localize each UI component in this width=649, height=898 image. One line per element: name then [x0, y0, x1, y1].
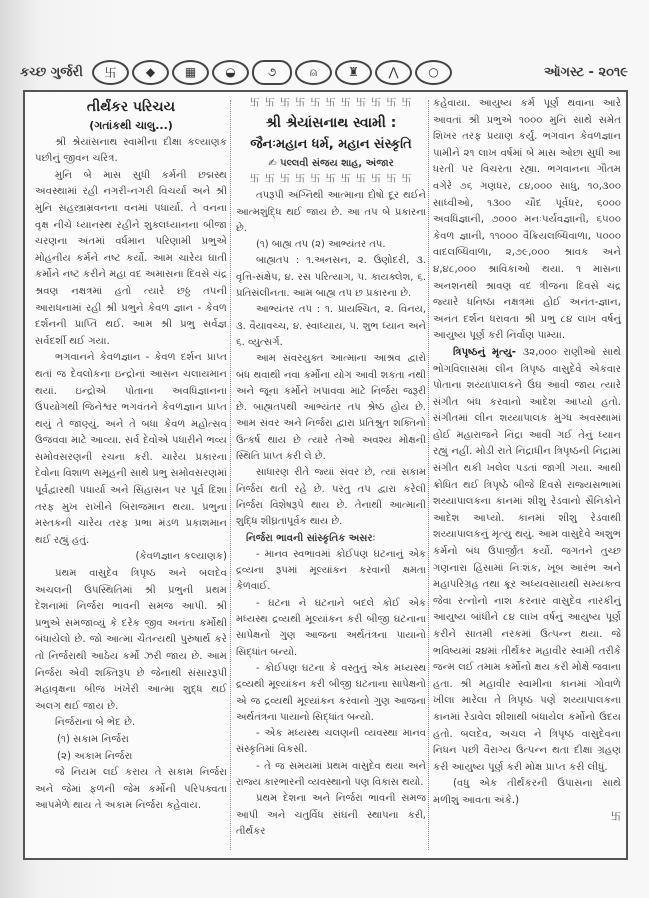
bullet-item: - એક મધ્યસ્થ ચલણની વ્યવસ્થા માનવ સંસ્કૃતિમાં વિકસી. [236, 728, 426, 756]
article-subtitle: જૈનઃમહાન ધર્મ, મહાન સંસ્કૃતિ [250, 137, 412, 152]
closing-note: (વધુ એક તીર્થંકરની ઉપાસના સાથે મળીશું આવતા અંકે.) [433, 778, 621, 806]
subheading: નિર્જરા ભાવની સાંસ્કૃતિક અસરઃ [246, 532, 376, 544]
list-item: (૧) સકામ નિર્જરા [57, 733, 129, 745]
bullet-item: - કોઈપણ ઘટના કે વસ્તુનું એક મધ્યસ્થ દ્રવ્યથી મૂલ્યાંકન કરી બીજી ઘટનાના સાપેક્ષનો એ જ દ્રવ્યથી મૂલ્યાંકન કરવાનો ગુણ આજના અર્થતંત્રના પાયાનો સિદ્ધાંત બન્યો. [236, 662, 426, 723]
bullet-item: - માનવ સ્વભાવમાં કોઈપણ ઘટનાનું એક દ્રવ્યના રૂપમાં મૂલ્યાંકન કરવાની ક્ષમતા કેળવાઈ. [236, 548, 426, 593]
paragraph: નિર્જરાના બે ભેદ છે. [55, 717, 136, 729]
article-title: શ્રી શ્રેયાંસનાથ સ્વામી : [265, 115, 397, 131]
column-divider [230, 100, 231, 850]
issue-date: ઑગસ્ટ - ૨૦૧૯ [544, 64, 628, 80]
paragraph: આભ્યંતર તપ : ૧. પ્રાયશ્ચિત, ૨. વિનય, ૩. વૈયાવચ્ચ, ૪. સ્વાધ્યાય, ૫. શુભ ધ્યાન અને ૬. વ્યુત્સર્ગ. [236, 304, 426, 348]
paragraph: મુનિ બે માસ સુધી કર્મની છદ્મસ્થ અવસ્થામાં રહી નગરી-નગરી વિચર્યા અને શ્રી મુનિ સહસ્ત્રામ્રવનના વનમાં પધાર્યા. તે વનના વૃક્ષ નીચે ધ્યાનસ્થ રહીને શુક્લધ્યાનના બીજા ચરણના અંતમાં વર્ધમાન પરિણામી પ્રભુએ મોહનીય કર્મને નષ્ટ કર્યો. આમ ચારેય ઘાતી કર્મોને નષ્ટ કરીને મહા વદ અમાસના દિવસે ચંદ્ર શ્રવણ નક્ષત્રમાં હતો ત્યારે છઠ્ઠ તપની આરાધનામાં રહી શ્રી પ્રભુને કેવળ જ્ઞાન - કેવળ દર્શનની પ્રાપ્તિ થઈ. આમ શ્રી પ્રભુ સર્વજ્ઞ સર્વદર્શી થઈ ગયા. [35, 169, 227, 347]
swastika-icon: 卐 [92, 60, 129, 85]
bowl-icon: ◒ [212, 60, 249, 85]
temple-bell-icon: ⍝ [295, 60, 332, 85]
section-subtitle: (ગતાંકથી ચાલુ...) [89, 119, 173, 132]
paragraph: પ્રથમ વાસુદેવ ત્રિપૃષ્ઠ અને બલદેવ અચલની ઉપસ્થિતિમાં શ્રી પ્રભુની પ્રથમ દેશનામાં નિર્જરા ભાવની સમજ આપી. શ્રી પ્રભુએ સમજાવ્યું કે દરેક જીવ અનંતા કર્મોથી બંધાયેલો છે. જો આત્મા ચૈતન્યથી પુરુષાર્થ કરે તો નિર્જરાથી આઠેય કર્મો ઝરી જાય છે. આમ નિર્જરા એવી શક્તિરૂપ છે જેનાથી સંસારરૂપી મહાવૃક્ષના બીજ ખંખેરી આત્મા શુદ્ધ થઈ અલગ થઈ જાય છે. [35, 568, 227, 712]
lamp-icon: ○ [415, 60, 452, 85]
paragraph: આમ સંવરયુક્ત આત્માના આશ્રવ દ્વારો બંધ થવાથી નવા કર્મોના યોગ આવી શકતા નથી અને જૂના કર્મોને ખપાવવા માટે નિર્જરા જરૂરી છે. બાહ્યતપથી આભ્યંતર તપ શ્રેષ્ઠ હોય છે. આમ સંવર અને નિર્જરા દ્વારા પ્રતિશ્રુત શક્તિનો ઉત્કર્ષ થાય છે ત્યારે તેઓ અવશ્ય મોક્ષની સ્થિતિ પ્રાપ્ત કરી લે છે. [236, 353, 426, 463]
kalash-icon: ♜ [335, 60, 372, 85]
middle-column [236, 96, 426, 840]
paragraph: બાહ્યતપ : ૧.અનસન, ૨. ઉણોદરી, ૩. વૃત્તિ-સંક્ષેપ, ૪. રસ પરિત્યાગ, ૫. કાયક્લેશ, ૬. પ્રતિસંલીનતા. આમ બાહ્ય તપ છ પ્રકારના છે. [236, 255, 426, 300]
paragraph: સાધારણ રીતે જ્યાં સંવર છે, ત્યાં સકામ નિર્જરા થતી રહે છે. પરંતુ તપ દ્વારા કરેલી નિર્જરા વિશેષરૂપે થાય છે. તેનાથી આત્માની શુદ્ધિ શીઘ્રતાપૂર્વક થાય છે. [236, 467, 426, 528]
bullet-item: - ઘટના ને ઘટનાને બદલે કોઈ એક મધ્યસ્થ દ્રવ્યથી મૂલ્યાંકન કરી બીજી ઘટનાના સાપેક્ષનો ગુણ આજના અર્થતંત્રના પાયાનો સિદ્ધાંત બન્યો. [236, 597, 426, 658]
paragraph: પ્રથમ દેશના અને નિર્જરા ભાવની સમજ આપી અને ચતુર્વિધ સંઘની સ્થાપના કરી, તીર્થંકર [236, 793, 426, 837]
paragraph: જે નિયમ લઈ કરાય તે સકામ નિર્જરા અને જેમાં ફળની જેમ કર્મોની પરિપક્વતા આપમેળે થાય તે અકામ નિર્જરા કહેવાય. [35, 767, 227, 812]
article-frame [23, 90, 628, 860]
lead-text: ૩૨,૦૦૦ રાણીઓ સાથે ભોગવિલાસમાં લીન ત્રિપૃષ્ઠ વાસુદેવે એકવાર પોતાના શય્યાપાલકને ઉંઘ આવી જાય ત્યારે સંગીત બંધ કરવાનો આદેશ આપ્યો હતો. સંગીતમાં લીન શય્યાપાલક મુગ્ધ અવસ્થામાં હોઈ મહારાજને નિંદ્રા આવી ગઈ તેનું ધ્યાન રહ્યું નહીં. મોડી રાતે નિંદ્રાધીન ત્રિપૃષ્ઠની નિદ્રામાં સંગીત થકી ખલેલ પડતાં જાગી ગયા. આથી ક્રોધિત થઈ ત્રિપૃષ્ઠે બીજે દિવસે રાજ્યસભામાં શય્યાપાલકના કાનમાં શીશુ રેડવાનો સૈનિકોને આદેશ આપ્યો. કાનમાં શીશુ રેડવાથી શય્યાપાલકનું મૃત્યુ થયું. આમ વાસુદેવે અશુભ કર્મનો બંધ ઉપાર્જીત કર્યો. જગતને તુચ્છ ગણનારા હિંસામાં નિઃશંક, ખૂબ આરંભ અને મહાપરિગ્રહ તથા ક્રૂર અધ્યવસાયથી સમ્યક્ત્વ જેવા રત્નોનો નાશ કરનાર વાસુદેવ નારકીનું આયુષ્ય બાંધીને ૮૪ લાખ વર્ષનું આયુષ્ય પૂર્ણ કરીને સાતમી નરકમાં ઉત્પન્ન થયા. જે ભવિષ્યમાં ૨૪માં તીર્થંકર મહાવીર સ્વામી તરીકે જન્મ લઈ તમામ કર્મોનો ક્ષય કરી મોક્ષે જવાના હતા. શ્રી મહાવીર સ્વામીના કાનમાં ગોવાળે ખીલા મારેલા તે ત્રિપૃષ્ઠ પણે શય્યાપાલકના કાનમાં રેડાવેલ શીશાથી બંધાયેલ કર્મોનો ઉદય હતો. બલદેવ, અચલ ને ત્રિપૃષ્ઠ વાસુદેવના નિધન પછી વૈરાગ્ય ઉત્પન્ન થતા દીક્ષા ગ્રહણ કરી આયુષ્ય પૂર્ણ કરી મોક્ષ પ્રાપ્ત કરી લીધું. [433, 346, 621, 773]
page-header [20, 58, 628, 86]
lead-heading: ત્રિપૃષ્ઠનું મૃત્યુ- [453, 346, 516, 358]
ornament-row: 卐 卐 卐 卐 卐 卐 卐 卐 卐 卐 卐 [249, 98, 413, 109]
column-divider [428, 100, 429, 850]
paragraph [433, 345, 621, 776]
section-title: તીર્થંકર પરિચય [86, 99, 176, 115]
emblem-strip [92, 60, 538, 85]
diamond-icon: ◆ [132, 60, 169, 85]
left-column [35, 96, 227, 815]
paragraph: તપરૂપી અગ્નિથી આત્માના દોષો દૂર થઈને આત્મશુદ્ધિ થઈ જાય છે. આ તપ બે પ્રકારના છે. [236, 190, 426, 234]
door-icon: ▦ [172, 60, 209, 85]
paragraph: શ્રી શ્રેયાંસનાથ સ્વામીના દીક્ષા કલ્યાણક પછીનું જીવન ચરિત્ર. [35, 136, 227, 165]
right-column [433, 96, 621, 826]
magazine-name: કચ્છ ગુર્જરી [20, 64, 83, 80]
section-note: (કેવળજ્ઞાન કલ્યાણક) [135, 551, 227, 563]
end-mark-icon: 卐 [610, 811, 621, 823]
paragraph: કહેવાયા. આયુષ્ય કર્મ પૂર્ણ થવાના આરે આવતાં શ્રી પ્રભુએ ૧૦૦૦ મુનિ સાથે સમેત શિખર તરફ પ્રયાણ કર્યું. ભગવાન કેવળજ્ઞાન પામીને ૨૧ લાખ વર્ષમાં બે માસ ઓછા સુધી આ ધરતી પર વિચરતા રહ્યા. ભગવાનના ગૌતમ વગેરે ૭૬ ગણધર, ૮૪,૦૦૦ સાધુ, ૧૦,૩૦૦ સાધ્વીઓ, ૧૩૦૦ ચૌદ પૂર્વધર, ૬૦૦૦ અવધિજ્ઞાની, ૭૦૦૦ મનઃપર્યવજ્ઞાની, ૬૫૦૦ કેવળ જ્ઞાની, ૧૧૦૦૦ વૈક્રિયલબ્ધિવાળા, ૫૦૦૦ વાદલબ્ધિવાળા, ૨,૭૯,૦૦૦ શ્રાવક અને ૪,૪૮,૦૦૦ શ્રાવિકાઓ થયા. ૧ માસના અનશનથી શ્રાવણ વદ ત્રીજના દિવસે ચંદ્ર જ્યારે ધનિષ્ઠા નક્ષત્રમાં હોઈ અનંત-જ્ઞાન, અનંત દર્શન ધરાવતા શ્રી પ્રભુ ૮૪ લાખ વર્ષનું આયુષ્ય પૂર્ણ કરી નિર્વાણ પામ્યા. [433, 98, 621, 342]
author-byline: ✍ પલ્લવી સંજય શાહ, અંજાર [268, 158, 394, 169]
ornament-row: 卐 卐 卐 卐 卐 卐 卐 卐 卐 卐 卐 [249, 174, 413, 186]
hands-icon: ⋀ [375, 60, 412, 85]
list-item: (૨) અકામ નિર્જરા [57, 750, 133, 762]
paragraph: (૧) બાહ્ય તપ (૨) આભ્યંતર તપ. [256, 239, 386, 251]
bullet-item: - તે જ સમયમાં પ્રથમ વાસુદેવ થયા અને રાજ્ય કારભારની વ્યવસ્થાનો પણ વિકાસ થયો. [236, 760, 426, 788]
page-number: ૭ [252, 60, 292, 85]
paragraph: ભગવાનને કેવળજ્ઞાન - કેવળ દર્શન પ્રાપ્ત થતાં જ દેવલોકના ઇન્દ્રોનાં આસન ચલાયમાન થયાં. ઇન્દ્રોએ પોતાના અવધિજ્ઞાનના ઉપયોગથી જિનેશ્વર ભગવંતને કેવળજ્ઞાન પ્રાપ્ત થયું તે જાણ્યું. અને તે બધા કેવળ મહોત્સવ ઉજવવા માટે આવ્યા. સર્વ દેવોએ પધારીને ભવ્ય સમોવસરણની રચના કરી. ચારેય પ્રકારના દેવોના વિશાળ સમૂહની સાથે પ્રભુ સમોવસરણમાં પૂર્વદ્વારથી પધાર્યા અને સિંહાસન પર પૂર્વ દિશા તરફ મુખ રાખીને બિરાજમાન થયા. પ્રભુના મસ્તકની ચારેય તરફ પ્રભા મંડળ પ્રકાશમાન થઈ રહ્યું હતું. [35, 352, 227, 546]
